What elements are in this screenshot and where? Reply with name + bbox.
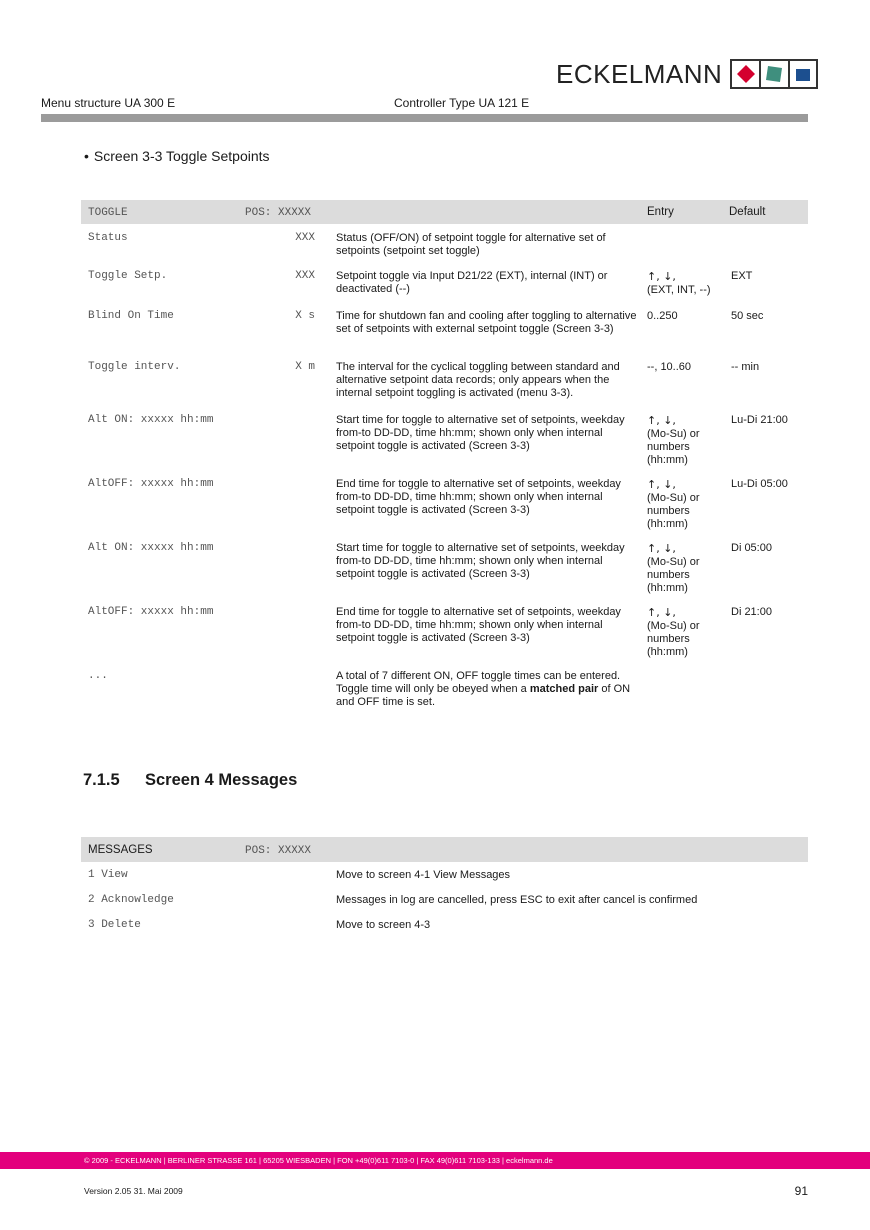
row-entry [647, 478, 729, 531]
section-number: 7.1.5 [83, 771, 120, 789]
row-value: X m [295, 361, 315, 373]
row-default: 50 sec [731, 310, 764, 322]
toggle-header-name: TOGGLE [88, 207, 128, 219]
logo-mark [730, 59, 818, 89]
row-description: End time for toggle to alternative set of setpoints, weekday from-to DD-DD, time hh:mm; shown only when internal setpoint toggle is activated (Screen 3-3) [336, 606, 621, 644]
toggle-table [81, 200, 808, 708]
row-entry-text: (Mo-Su) or numbers (hh:mm) [647, 556, 700, 594]
row-value: X s [295, 310, 315, 322]
row-entry-text: (EXT, INT, --) [647, 284, 711, 296]
arrow-keys-icon: ↑, ↓, [647, 414, 676, 427]
row-default: -- min [731, 361, 760, 373]
row-default: EXT [731, 270, 753, 282]
row-label: 3 Delete [88, 919, 141, 931]
row-label: Alt ON: xxxxx hh:mm [88, 542, 214, 554]
toggle-table-header [81, 200, 808, 224]
arrow-keys-icon: ↑, ↓, [647, 478, 676, 491]
logo-green-square-icon [759, 61, 788, 87]
row-description: End time for toggle to alternative set of setpoints, weekday from-to DD-DD, time hh:mm; shown only when internal setpoint toggle is activated (Screen 3-3) [336, 478, 621, 516]
row-label: ... [88, 670, 108, 682]
row-entry-text: (Mo-Su) or numbers (hh:mm) [647, 428, 700, 466]
arrow-keys-icon: ↑, ↓, [647, 606, 676, 619]
messages-header-pos: POS: XXXXX [245, 845, 312, 857]
arrow-keys-icon: ↑, ↓, [647, 542, 676, 555]
row-description: The interval for the cyclical toggling between standard and alternative setpoint data records; only appears when the internal setpoint toggling is activated (menu 3-3). [336, 361, 620, 399]
row-label: 1 View [88, 869, 128, 881]
logo-wordmark: ECKELMANN [556, 59, 723, 89]
header-manual-title: Menu structure UA 300 E [41, 96, 176, 110]
page-number: 91 [794, 1184, 808, 1198]
footer-copyright: © 2009 - ECKELMANN | BERLINER STRASSE 161 | 65205 WIESBADEN | FON +49(0)611 7103-0 | FAX 49(0)611 7103-133 | eckelmann.de [84, 1156, 553, 1165]
row-label: AltOFF: xxxxx hh:mm [88, 606, 214, 618]
row-description: Setpoint toggle via Input D21/22 (EXT), internal (INT) or deactivated (--) [336, 270, 608, 295]
footer-bar [0, 1152, 870, 1169]
row-label: Status [88, 232, 128, 244]
row-value: XXX [295, 232, 315, 244]
row-description-text: A total of 7 different ON, OFF toggle times can be entered. Toggle time will only be obeyed when a [336, 670, 621, 695]
row-description: Status (OFF/ON) of setpoint toggle for alternative set of setpoints (setpoint set toggle) [336, 232, 606, 257]
row-label: AltOFF: xxxxx hh:mm [88, 478, 214, 490]
row-entry [647, 606, 729, 659]
toggle-header-pos: POS: XXXXX [245, 207, 312, 219]
row-entry: 0..250 [647, 310, 678, 322]
logo-red-diamond-icon [732, 61, 759, 87]
row-description: Start time for toggle to alternative set of setpoints, weekday from-to DD-DD, time hh:mm; shown only when internal setpoint toggle is activated (Screen 3-3) [336, 414, 625, 452]
row-entry [647, 270, 729, 297]
row-entry [647, 414, 729, 467]
logo-blue-square-icon [788, 61, 817, 87]
row-description: Start time for toggle to alternative set of setpoints, weekday from-to DD-DD, time hh:mm; shown only when internal setpoint toggle is activated (Screen 3-3) [336, 542, 625, 580]
row-default: Lu-Di 21:00 [731, 414, 788, 426]
row-description: Messages in log are cancelled, press ESC to exit after cancel is confirmed [336, 894, 698, 906]
row-description-text-end: of ON and OFF time is set. [336, 683, 631, 708]
footer-version: Version 2.05 31. Mai 2009 [84, 1186, 183, 1196]
row-entry-text: (Mo-Su) or numbers (hh:mm) [647, 492, 700, 530]
header-divider [41, 114, 808, 122]
matched-pair-emphasis: matched pair [529, 683, 599, 695]
eckelmann-logo [556, 57, 818, 91]
row-label: Toggle interv. [88, 361, 181, 373]
row-label: Blind On Time [88, 310, 174, 322]
row-label: Toggle Setp. [88, 270, 168, 282]
row-entry-text: (Mo-Su) or numbers (hh:mm) [647, 620, 700, 658]
bullet-icon: • [84, 148, 89, 164]
section-title: Screen 4 Messages [145, 771, 298, 789]
screen-3-3-heading-text: Screen 3-3 Toggle Setpoints [93, 148, 270, 164]
header-controller-type: Controller Type UA 121 E [394, 96, 530, 110]
row-description: Move to screen 4-1 View Messages [336, 869, 511, 881]
row-default: Di 05:00 [731, 542, 772, 554]
messages-header-name: MESSAGES [88, 844, 153, 856]
arrow-keys-icon: ↑, ↓, [647, 270, 676, 283]
row-label: 2 Acknowledge [88, 894, 174, 906]
row-entry [647, 542, 729, 595]
row-description: Time for shutdown fan and cooling after toggling to alternative set of setpoints with external setpoint toggle (Screen 3-3) [336, 310, 637, 335]
row-label: Alt ON: xxxxx hh:mm [88, 414, 214, 426]
row-entry: --, 10..60 [647, 361, 692, 373]
messages-table [81, 837, 808, 931]
row-description: Move to screen 4-3 [336, 919, 431, 931]
toggle-header-entry: Entry [647, 206, 674, 218]
row-default: Di 21:00 [731, 606, 772, 618]
toggle-header-default: Default [729, 206, 766, 218]
row-default: Lu-Di 05:00 [731, 478, 788, 490]
row-value: XXX [295, 270, 315, 282]
row-description [336, 670, 641, 709]
messages-table-header [81, 837, 808, 862]
screen-3-3-heading [84, 148, 270, 164]
